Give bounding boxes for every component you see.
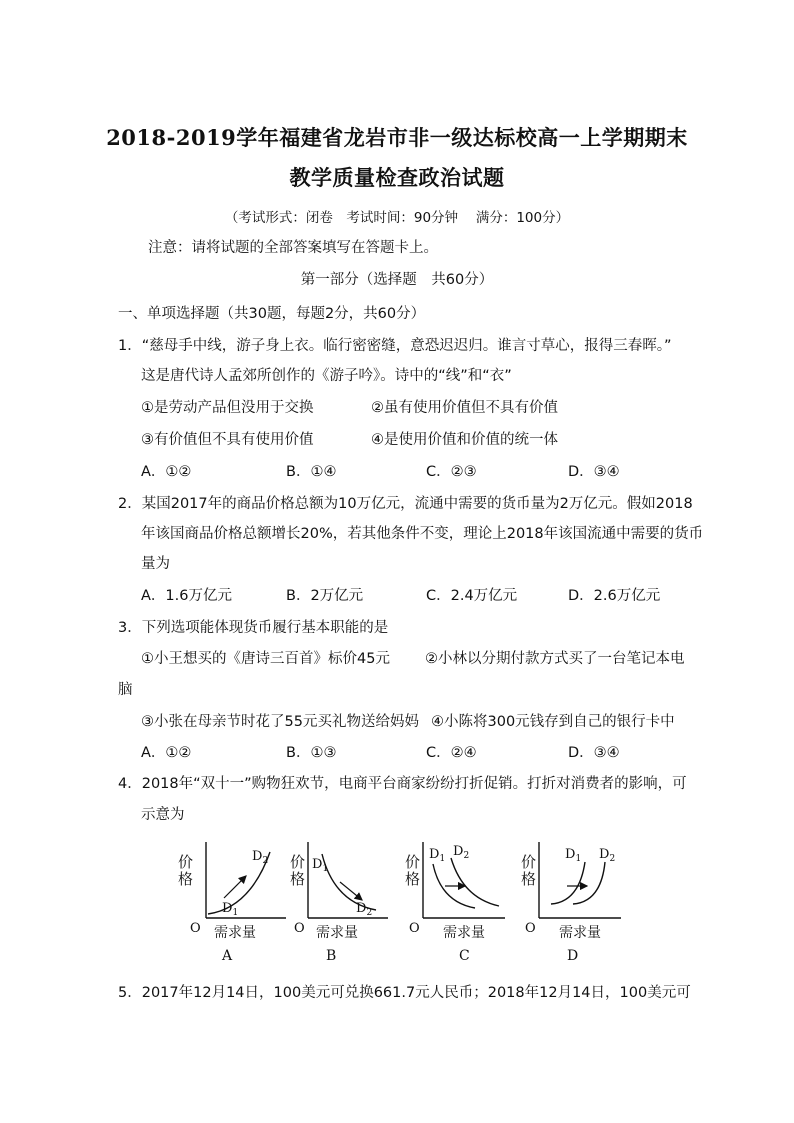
exam-info: （考试形式：闭卷 考试时间：90分钟 满分：100分） [224, 210, 570, 226]
d2-label: $D_2$ [599, 847, 616, 864]
q2-option-d[interactable]: D．2.6万亿元 [568, 588, 661, 604]
q4-graph-a[interactable] [172, 838, 292, 968]
notice: 注意：请将试题的全部答案填写在答题卡上。 [148, 240, 438, 256]
q1-option-a[interactable]: A．①② [141, 464, 192, 480]
d1-label: $D_1$ [429, 847, 446, 864]
q1-stem-line1: 1．“慈母手中线，游子身上衣。临行密密缝，意恐迟迟归。谁言寸草心，报得三春晖。” [118, 338, 672, 354]
y-axis-label-2: 格 [405, 870, 421, 888]
y-axis-label-1: 价 [521, 853, 537, 871]
y-axis-label-2: 格 [521, 870, 537, 888]
q2-option-c[interactable]: C．2.4万亿元 [426, 588, 518, 604]
x-axis-label: 需求量 [214, 925, 256, 941]
origin-label: O [294, 921, 305, 936]
demand-curve-d2 [451, 858, 499, 906]
demand-curve-d1 [551, 862, 585, 904]
q3-item2-continuation: 脑 [118, 682, 133, 698]
q3-item1: ①小王想买的《唐诗三百首》标价45元 [141, 651, 390, 667]
q4-stem-line1: 4．2018年“双十一”购物狂欢节，电商平台商家纷纷打折促销。打折对消费者的影响，可 [118, 776, 687, 792]
y-axis-label-1: 价 [178, 853, 194, 871]
d1-label: $D_1$ [222, 901, 239, 918]
x-axis-label: 需求量 [316, 925, 358, 941]
q2-stem-line2: 年该国商品价格总额增长20%，若其他条件不变，理论上2018年该国流通中需要的货币 [141, 526, 704, 542]
graph-letter-a: A [222, 948, 233, 964]
q2-stem-line1: 2．某国2017年的商品价格总额为10万亿元，流通中需要的货币量为2万亿元。假如2018 [118, 496, 693, 512]
origin-label: O [409, 921, 420, 936]
demand-curve [322, 854, 376, 910]
q4-graph-c[interactable] [405, 838, 525, 968]
q3-option-c[interactable]: C．②④ [426, 745, 477, 761]
origin-label: O [525, 921, 536, 936]
origin-label: O [190, 921, 201, 936]
q3-item2: ②小林以分期付款方式买了一台笔记本电 [425, 651, 685, 667]
graph-letter-c: C [459, 948, 470, 964]
y-axis-label-2: 格 [178, 870, 194, 888]
exam-title-line2: 教学质量检查政治试题 [289, 165, 505, 190]
d1-label: $D_1$ [565, 847, 582, 864]
shift-arrow [224, 876, 246, 898]
q3-item3: ③小张在母亲节时花了55元买礼物送给妈妈 [141, 714, 419, 730]
q3-stem-line1: 3．下列选项能体现货币履行基本职能的是 [118, 620, 389, 636]
q4-graph-d[interactable] [521, 838, 641, 968]
demand-curve-d2 [573, 862, 605, 904]
d2-label: $D_2$ [252, 849, 269, 866]
q5-stem-line1: 5．2017年12月14日，100美元可兑换661.7元人民币；2018年12月14日，100美元可 [118, 985, 691, 1001]
q4-graph-b[interactable] [290, 838, 410, 968]
x-axis-label: 需求量 [559, 925, 601, 941]
section-title: 一、单项选择题（共30题，每题2分，共60分） [118, 306, 426, 322]
q1-option-c[interactable]: C．②③ [426, 464, 477, 480]
q3-option-b[interactable]: B．①③ [286, 745, 337, 761]
q2-option-b[interactable]: B．2万亿元 [286, 588, 364, 604]
q1-item2: ②虽有使用价值但不具有价值 [371, 400, 558, 416]
exam-title-line1: 2018-2019学年福建省龙岩市非一级达标校高一上学期期末 [106, 125, 688, 150]
q3-option-d[interactable]: D．③④ [568, 745, 620, 761]
y-axis-label-1: 价 [405, 853, 421, 871]
graph-letter-b: B [326, 948, 337, 964]
q1-stem-line2: 这是唐代诗人孟郊所创作的《游子吟》。诗中的“线”和“衣” [141, 368, 512, 384]
q3-option-a[interactable]: A．①② [141, 745, 192, 761]
q4-stem-line2: 示意为 [141, 807, 185, 823]
q1-item4: ④是使用价值和价值的统一体 [371, 432, 558, 448]
y-axis-label-1: 价 [290, 853, 306, 871]
q1-item3: ③有价值但不具有使用价值 [141, 432, 314, 448]
graph-letter-d: D [567, 948, 579, 964]
part-title: 第一部分（选择题 共60分） [300, 272, 494, 288]
q2-option-a[interactable]: A．1.6万亿元 [141, 588, 232, 604]
x-axis-label: 需求量 [443, 925, 485, 941]
shift-arrow [340, 882, 362, 900]
y-axis-label-2: 格 [290, 870, 306, 888]
d1-label: $D_1$ [312, 857, 329, 874]
q1-item1: ①是劳动产品但没用于交换 [141, 400, 314, 416]
q2-stem-line3: 量为 [141, 556, 170, 572]
q3-item4: ④小陈将300元钱存到自己的银行卡中 [431, 714, 675, 730]
q1-option-d[interactable]: D．③④ [568, 464, 620, 480]
q1-option-b[interactable]: B．①④ [286, 464, 337, 480]
d2-label: $D_2$ [356, 901, 373, 918]
d2-label: $D_2$ [453, 844, 470, 861]
